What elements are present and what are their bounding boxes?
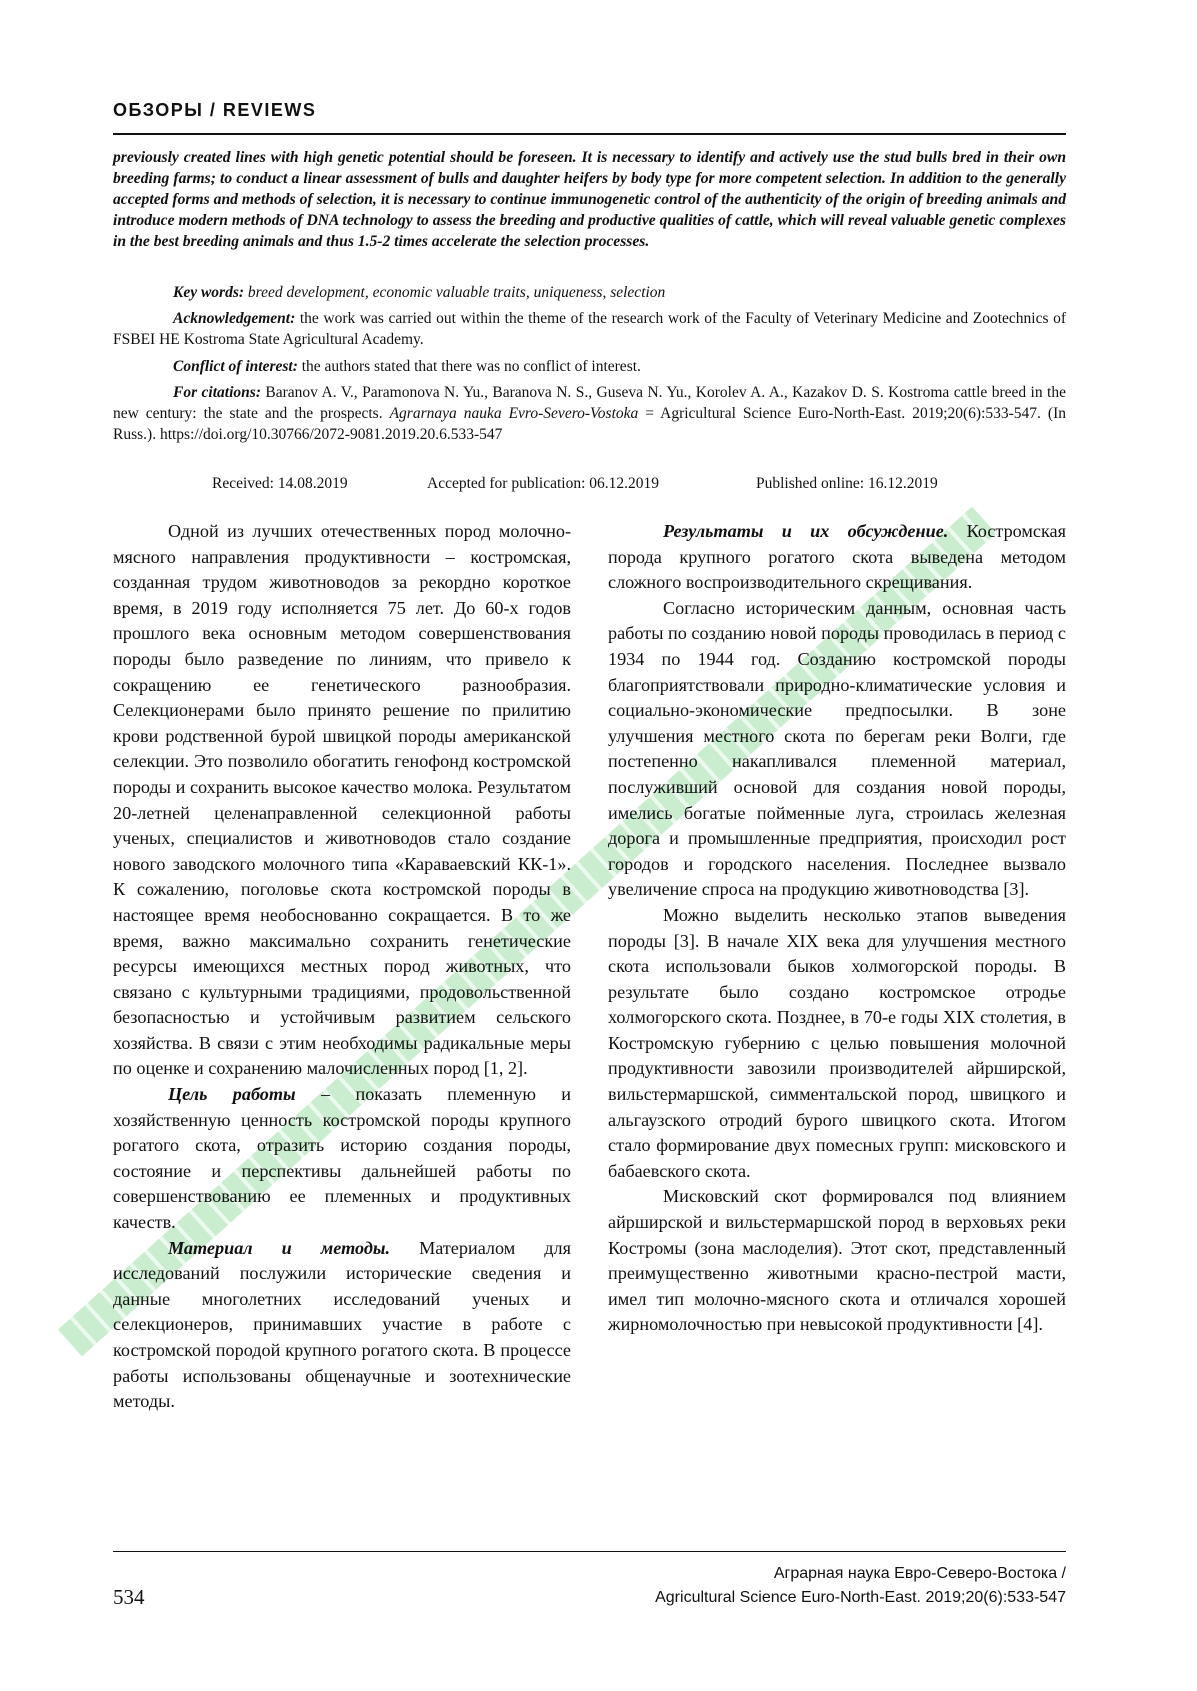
footer-rule: [113, 1551, 1066, 1552]
right-column: [608, 519, 1066, 1338]
methods-label: Материал и методы.: [168, 1237, 391, 1258]
keywords-text: breed development, economic valuable traits, uniqueness, selection: [247, 284, 666, 301]
footer-journal: [655, 1562, 1066, 1610]
conflict-text: the authors stated that there was no conflict of interest.: [301, 358, 641, 375]
conflict-label: Conflict of interest:: [173, 358, 298, 375]
acknowledgement-text: the work was carried out within the theme of the research work of the Faculty of Veterinary Medicine and Zootechnics of FSBEI HE Kostroma State Agricultural Academy.: [113, 310, 1066, 348]
aim-text: – показать племенную и хозяйственную ценность костромской породы крупного рогатого скота, отразить историю создания породы, состояние и перспективы дальнейшей работы по совершенствованию ее племенных и продуктивных качеств.: [113, 1084, 572, 1233]
paragraph-methods: [113, 1236, 571, 1415]
citation-text-2: = Agricultural Science Euro-North-East. 2019;20(6):533-547. (In Russ.). https://doi.org/10.30766/2072-9081.2019.20.6.533-547: [113, 405, 1066, 443]
published-date: Published online: 16.12.2019: [756, 475, 938, 492]
abstract-continuation: previously created lines with high genetic potential should be foreseen. It is necessary to identify and actively use the stud bulls bred in their own breeding farms; to conduct a linear assessment of bulls and daughter heifers by body type for more competent selection. In addition to the generally accepted forms and methods of selection, it is necessary to continue immunogenetic control of the authenticity of the origin of breeding animals and introduce modern methods of DNA technology to assess the breeding and productive qualities of cattle, which will reveal valuable genetic complexes in the best breeding animals and thus 1.5-2 times accelerate the selection processes.: [113, 149, 1066, 250]
results-label: Результаты и их обсуждение.: [663, 521, 949, 541]
section-header: ОБЗОРЫ / REVIEWS: [113, 100, 317, 120]
paragraph-history: Согласно историческим данным, основная часть работы по созданию новой породы проводилась в период с 1934 по 1944 год. Созданию костромской породы благоприятствовали природно-климатические условия и социально-экономические предпосылки. В зоне улучшения местного скота по берегам реки Волги, где постепенно накапливался племенной материал, послуживший основой для создания новой породы, имелись богатые пойменные луга, строилась железная дорога и промышленные предприятия, происходил рост городов и городского населения. Последнее вызвало увеличение спроса на продукцию животноводства [3].: [608, 597, 1066, 900]
acknowledgement-line: [113, 308, 1066, 350]
acknowledgement-label: Acknowledgement:: [173, 310, 296, 327]
paragraph-stages: Можно выделить несколько этапов выведения породы [3]. В начале XIX века для улучшения местного скота использовали быков холмогорской породы. В результате было создано костромское отродье холмогорского скота. Позднее, в 70-е годы XIX столетия, в Костромскую губернию с целью повышения молочной продуктивности завозили производителей айрширской, вильстермаршской, симментальской пород, швицкого и альгаузского отродий бурого швицкого скота. Итогом стало формирование двух помесных групп: мисковского и бабаевского скота.: [608, 904, 1066, 1181]
footer-journal-ru: Аграрная наука Евро-Северо-Востока /: [773, 1565, 1066, 1582]
paragraph-results: [608, 519, 1066, 596]
keywords-label: Key words:: [173, 284, 245, 301]
citation-journal: Agrarnaya nauka Evro-Severo-Vostoka: [389, 405, 639, 422]
citation-block: [113, 382, 1066, 445]
paragraph-aim: [113, 1082, 571, 1236]
paragraph-miskovsky: Мисковский скот формировался под влиянием айрширской и вильстермаршской пород в верховьях реки Костромы (зона маслоделия). Этот скот, представленный преимущественно животными красно-пестрой масти, имел тип молочно-мясного скота и отличался хорошей жирномолочностью при невысокой продуктивности [4].: [608, 1186, 1066, 1335]
header-rule: [113, 133, 1066, 135]
results-text: Костромская порода крупного рогатого скота выведена методом сложного воспроизводительного скрещивания.: [608, 521, 1066, 593]
page-number: 534: [113, 1585, 145, 1609]
methods-text: Материалом для исследований послужили исторические сведения и данные многолетних исследований ученых и селекционеров, принимавших участие в работе с костромской породой крупного рогатого скота. В процессе работы использованы общенаучные и зоотехнические методы.: [113, 1237, 571, 1412]
received-date: Received: 14.08.2019: [212, 475, 348, 492]
accepted-date: Accepted for publication: 06.12.2019: [427, 475, 660, 492]
citation-label: For citations:: [173, 384, 261, 401]
keywords-line: [113, 282, 1066, 303]
footer-journal-en: Agricultural Science Euro-North-East. 2019;20(6):533-547: [655, 1589, 1066, 1606]
conflict-line: [113, 356, 1066, 377]
citation-text-1: Baranov A. V., Paramonova N. Yu., Baranova N. S., Guseva N. Yu., Korolev A. A., Kazakov D. S. Kostroma cattle breed in the new century: the state and the prospects.: [113, 384, 1066, 422]
paragraph-intro: Одной из лучших отечественных пород молочно-мясного направления продуктивности – костромская, созданная трудом животноводов за рекордно короткое время, в 2019 году исполняется 75 лет. До 60-х годов прошлого века основным методом совершенствования породы было разведение по линиям, что привело к сокращению ее генетического разнообразия. Селекционерами было принято решение по прилитию крови родственной бурой швицкой породы американской селекции. Это позволило обогатить генофонд костромской породы и сохранить высокое качество молока. Результатом 20-летней целенаправленной селекционной работы ученых, специалистов и животноводов стало создание нового заводского молочного типа «Караваевский КК-1». К сожалению, поголовье скота костромской породы в настоящее время необоснованно сокращается. В то же время, важно максимально сохранить генетические ресурсы имеющихся местных пород животных, что связано с культурными традициями, продовольственной безопасностью и устойчивым развитием сельского хозяйства. В связи с этим необходимы радикальные меры по оценке и сохранению малочисленных пород [1, 2].: [113, 521, 571, 1079]
left-column: [113, 519, 571, 1415]
aim-label: Цель работы: [168, 1084, 296, 1105]
